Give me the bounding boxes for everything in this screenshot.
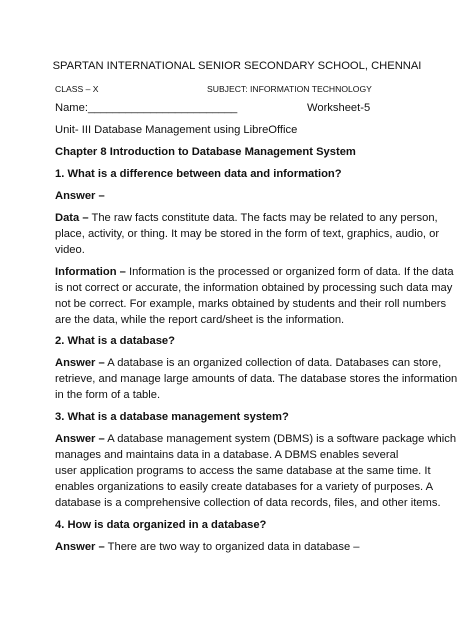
answer-label-1: Answer – <box>55 190 105 202</box>
answer-3-line-1 <box>55 432 456 446</box>
answer-3-text: A database management system (DBMS) is a software package which <box>104 433 457 445</box>
school-name: SPARTAN INTERNATIONAL SENIOR SECONDARY SCHOOL, CHENNAI <box>52 60 422 72</box>
chapter-title: Chapter 8 Introduction to Database Management System <box>55 146 356 158</box>
question-1: 1. What is a difference between data and information? <box>55 168 342 180</box>
worksheet-number: Worksheet-5 <box>307 102 371 114</box>
subject-label: SUBJECT: INFORMATION TECHNOLOGY <box>207 84 372 94</box>
data-definition-line-2: place, activity, or thing. It may be stored in the form of text, graphics, audio, or <box>55 228 440 240</box>
class-label: CLASS – X <box>55 84 99 94</box>
answer-4-text: There are two way to organized data in database – <box>104 541 360 553</box>
answer-2-line-2: retrieve, and manage large amounts of data. The database stores the information <box>55 373 458 385</box>
answer-4-line-1 <box>55 540 360 554</box>
data-term: Data – <box>55 212 89 224</box>
answer-2-text: A database is an organized collection of data. Databases can store, <box>104 357 442 369</box>
answer-3-line-4: enables organizations to easily create databases for a variety of purposes. A <box>55 481 434 493</box>
info-definition-line-4: are the data, while the report card/sheet is the information. <box>55 314 345 326</box>
name-field-label: Name:________________________ <box>55 102 238 114</box>
info-definition-text: Information is the processed or organized form of data. If the data <box>125 266 454 278</box>
info-definition-line-1 <box>55 265 454 279</box>
answer-label-4: Answer – <box>55 541 105 553</box>
answer-label-3: Answer – <box>55 433 105 445</box>
data-definition-line-1 <box>55 211 438 225</box>
answer-3-line-5: database is a comprehensive collection of data records, files, and other items. <box>55 497 441 509</box>
info-definition-line-2: is not correct or accurate, the information obtained by processing such data may <box>55 282 453 294</box>
answer-3-line-2: manages and maintains data in a database. A DBMS enables several <box>55 449 399 461</box>
answer-2-line-1 <box>55 356 441 370</box>
info-definition-line-3: not be correct. For example, marks obtained by students and their roll numbers <box>55 298 447 310</box>
information-term: Information – <box>55 266 126 278</box>
question-2: 2. What is a database? <box>55 335 175 347</box>
unit-title: Unit- III Database Management using LibreOffice <box>55 124 298 136</box>
answer-3-line-3: user application programs to access the same database at the same time. It <box>55 465 431 477</box>
data-definition-text: The raw facts constitute data. The facts may be related to any person, <box>88 212 438 224</box>
answer-2-line-3: in the form of a table. <box>55 389 161 401</box>
question-3: 3. What is a database management system? <box>55 411 289 423</box>
data-definition-line-3: video. <box>55 244 85 256</box>
question-4: 4. How is data organized in a database? <box>55 519 267 531</box>
answer-label-2: Answer – <box>55 357 105 369</box>
